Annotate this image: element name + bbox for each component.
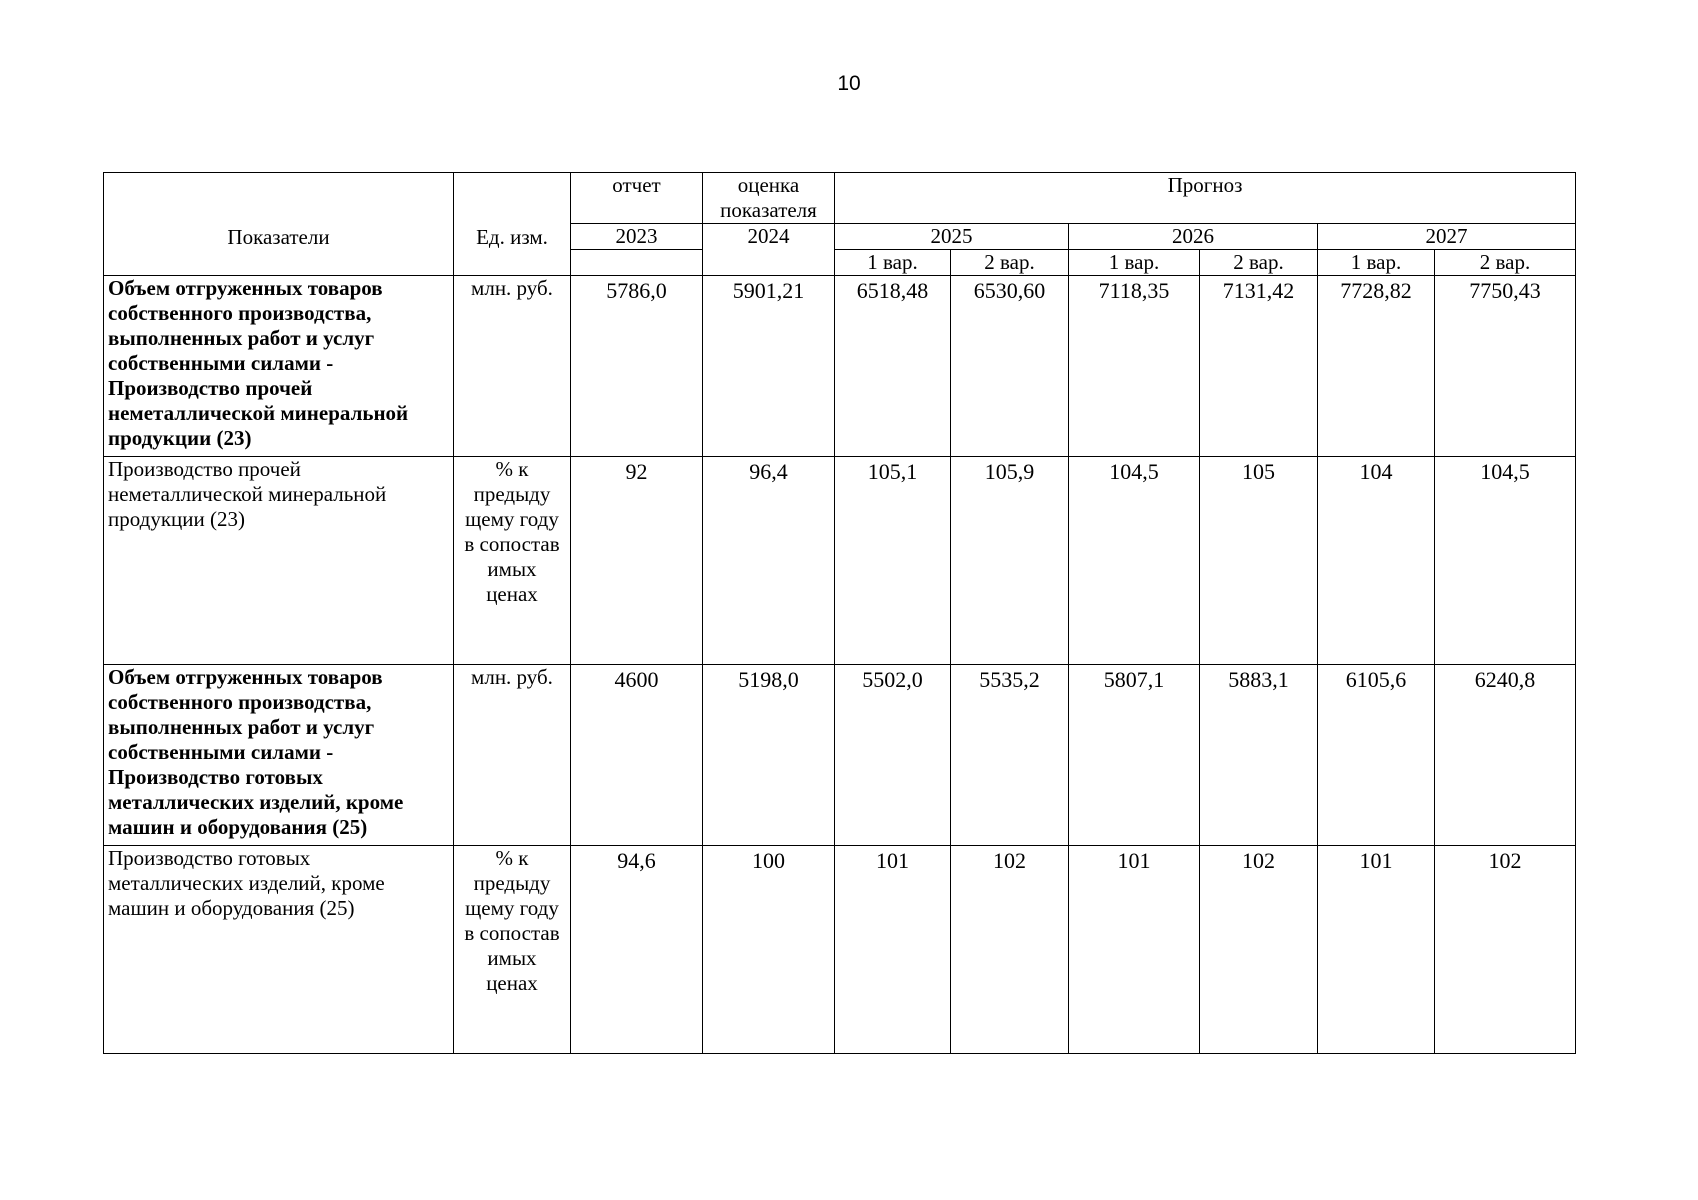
value-cell: 5535,2	[951, 665, 1069, 846]
value-cell: 7118,35	[1069, 276, 1200, 457]
indicator-cell: Производство прочей неметаллической минеральной продукции (23)	[104, 457, 454, 665]
value-cell: 101	[1069, 846, 1200, 1054]
table-row	[104, 457, 1576, 665]
value-cell: 96,4	[703, 457, 835, 665]
value-cell: 6240,8	[1435, 665, 1576, 846]
table-row	[104, 665, 1576, 846]
value-cell: 6518,48	[835, 276, 951, 457]
unit-cell: млн. руб.	[454, 665, 571, 846]
header-variant-2: 2 вар.	[951, 250, 1069, 276]
header-row-1	[104, 173, 1576, 224]
header-unit: Ед. изм.	[454, 173, 571, 276]
value-cell: 5502,0	[835, 665, 951, 846]
unit-cell: % к предыду щему году в сопостав имых ценах	[454, 846, 571, 1054]
value-cell: 105,1	[835, 457, 951, 665]
header-variant-2: 2 вар.	[1435, 250, 1576, 276]
unit-cell: млн. руб.	[454, 276, 571, 457]
value-cell: 5198,0	[703, 665, 835, 846]
header-variant-1: 1 вар.	[1069, 250, 1200, 276]
value-cell: 5807,1	[1069, 665, 1200, 846]
table-row	[104, 276, 1576, 457]
header-year-2027: 2027	[1318, 224, 1576, 250]
value-cell: 102	[1435, 846, 1576, 1054]
header-variant-1: 1 вар.	[1318, 250, 1435, 276]
value-cell: 5883,1	[1200, 665, 1318, 846]
header-report: отчет	[571, 173, 703, 224]
page-number: 10	[837, 72, 861, 95]
value-cell: 104	[1318, 457, 1435, 665]
value-cell: 102	[1200, 846, 1318, 1054]
value-cell: 6105,6	[1318, 665, 1435, 846]
forecast-table	[103, 172, 1576, 1054]
value-cell: 7131,42	[1200, 276, 1318, 457]
table-row	[104, 846, 1576, 1054]
header-empty	[571, 250, 703, 276]
indicator-cell: Объем отгруженных товаров собственного производства, выполненных работ и услуг собственными силами - Производство прочей неметаллической минеральной продукции (23)	[104, 276, 454, 457]
header-variant-1: 1 вар.	[835, 250, 951, 276]
value-cell: 104,5	[1435, 457, 1576, 665]
value-cell: 105,9	[951, 457, 1069, 665]
value-cell: 105	[1200, 457, 1318, 665]
value-cell: 101	[835, 846, 951, 1054]
value-cell: 92	[571, 457, 703, 665]
unit-cell: % к предыду щему году в сопостав имых ценах	[454, 457, 571, 665]
value-cell: 7728,82	[1318, 276, 1435, 457]
indicator-cell: Производство готовых металлических изделий, кроме машин и оборудования (25)	[104, 846, 454, 1054]
value-cell: 5786,0	[571, 276, 703, 457]
header-year-estimate: 2024	[703, 224, 835, 276]
value-cell: 102	[951, 846, 1069, 1054]
indicator-cell: Объем отгруженных товаров собственного производства, выполненных работ и услуг собственными силами - Производство готовых металлических изделий, кроме машин и оборудования (25)	[104, 665, 454, 846]
value-cell: 100	[703, 846, 835, 1054]
value-cell: 4600	[571, 665, 703, 846]
header-year-report: 2023	[571, 224, 703, 250]
value-cell: 94,6	[571, 846, 703, 1054]
header-forecast: Прогноз	[835, 173, 1576, 224]
header-estimate: оценка показателя	[703, 173, 835, 224]
header-year-2025: 2025	[835, 224, 1069, 250]
header-variant-2: 2 вар.	[1200, 250, 1318, 276]
value-cell: 6530,60	[951, 276, 1069, 457]
header-indicators: Показатели	[104, 173, 454, 276]
value-cell: 5901,21	[703, 276, 835, 457]
value-cell: 7750,43	[1435, 276, 1576, 457]
value-cell: 101	[1318, 846, 1435, 1054]
header-year-2026: 2026	[1069, 224, 1318, 250]
value-cell: 104,5	[1069, 457, 1200, 665]
